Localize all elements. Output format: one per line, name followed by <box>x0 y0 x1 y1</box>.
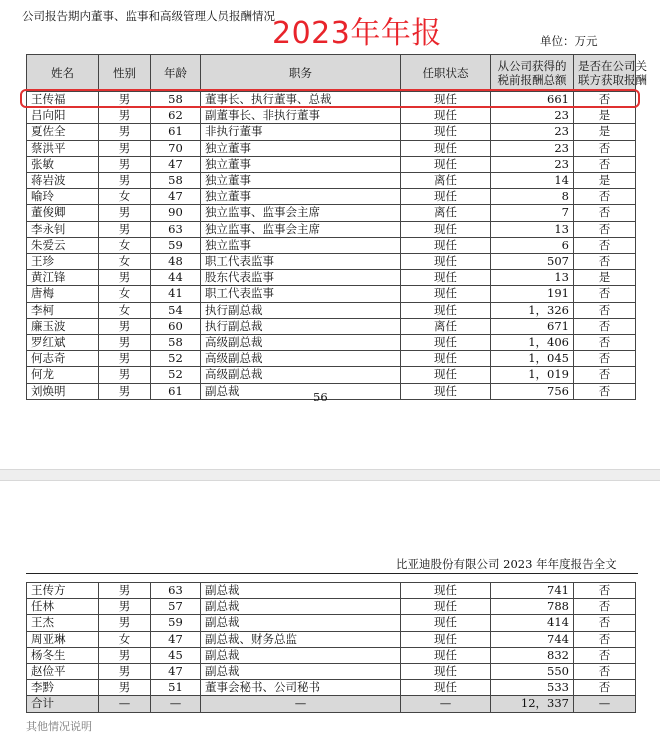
table-row <box>27 383 636 399</box>
cell-gender: 男 <box>99 205 151 221</box>
cell-related-party: 是 <box>574 270 636 286</box>
cell-related-party: 否 <box>574 583 636 599</box>
cell-name: 何龙 <box>27 367 99 383</box>
cell-related-party: 是 <box>574 173 636 189</box>
table-caption: 公司报告期内董事、监事和高级管理人员报酬情况 <box>22 9 275 23</box>
cell-salary: 13 <box>491 221 574 237</box>
table-row <box>27 351 636 367</box>
cell-gender: 女 <box>99 286 151 302</box>
cell-name: 李柯 <box>27 302 99 318</box>
cell-gender: 男 <box>99 664 151 680</box>
cell-age: 57 <box>151 599 201 615</box>
cell-salary: 1，019 <box>491 367 574 383</box>
page-number: 56 <box>313 390 328 404</box>
cell-position: 高级副总裁 <box>201 367 401 383</box>
cell-age: 51 <box>151 680 201 696</box>
cell-salary: 661 <box>491 92 574 108</box>
table-row <box>27 615 636 631</box>
cell-age: 41 <box>151 286 201 302</box>
cell-name: 李永钊 <box>27 221 99 237</box>
cell-salary: 741 <box>491 583 574 599</box>
cell-status: 现任 <box>401 92 491 108</box>
cell-status: 现任 <box>401 351 491 367</box>
table-row <box>27 647 636 663</box>
total-position: — <box>201 696 401 712</box>
cell-name: 夏佐全 <box>27 124 99 140</box>
cell-related-party: 否 <box>574 599 636 615</box>
header-age: 年龄 <box>151 55 201 92</box>
cell-gender: 男 <box>99 383 151 399</box>
cell-name: 赵俭平 <box>27 664 99 680</box>
cell-name: 蒋岩波 <box>27 173 99 189</box>
cell-age: 45 <box>151 647 201 663</box>
header-position: 职务 <box>201 55 401 92</box>
cell-salary: 1，045 <box>491 351 574 367</box>
cell-position: 副总裁 <box>201 583 401 599</box>
cell-gender: 男 <box>99 318 151 334</box>
cell-status: 现任 <box>401 221 491 237</box>
cell-salary: 1，406 <box>491 335 574 351</box>
cell-gender: 女 <box>99 302 151 318</box>
cell-gender: 女 <box>99 254 151 270</box>
total-status: — <box>401 696 491 712</box>
table-row <box>27 631 636 647</box>
cell-related-party: 否 <box>574 318 636 334</box>
cell-gender: 男 <box>99 140 151 156</box>
cell-position: 独立监事、监事会主席 <box>201 221 401 237</box>
cell-name: 蔡洪平 <box>27 140 99 156</box>
total-gender: — <box>99 696 151 712</box>
cell-gender: 男 <box>99 680 151 696</box>
cell-status: 现任 <box>401 108 491 124</box>
cell-gender: 女 <box>99 237 151 253</box>
cell-gender: 男 <box>99 108 151 124</box>
cell-salary: 23 <box>491 140 574 156</box>
cell-status: 现任 <box>401 140 491 156</box>
cell-gender: 男 <box>99 583 151 599</box>
cell-status: 现任 <box>401 615 491 631</box>
total-name: 合计 <box>27 696 99 712</box>
header-related-party <box>574 55 647 92</box>
cell-salary: 1，326 <box>491 302 574 318</box>
cell-related-party: 否 <box>574 156 636 172</box>
cell-name: 何志奇 <box>27 351 99 367</box>
table-row <box>27 173 636 189</box>
cell-related-party: 否 <box>574 205 636 221</box>
cell-name: 董俊卿 <box>27 205 99 221</box>
cell-age: 58 <box>151 335 201 351</box>
cell-related-party: 否 <box>574 140 636 156</box>
cell-gender: 女 <box>99 189 151 205</box>
cell-status: 离任 <box>401 318 491 334</box>
cell-status: 现任 <box>401 156 491 172</box>
cell-salary: 6 <box>491 237 574 253</box>
cell-related-party: 否 <box>574 367 636 383</box>
cell-related-party: 否 <box>574 335 636 351</box>
report-header: 比亚迪股份有限公司 2023 年年度报告全文 <box>396 557 617 571</box>
header-name: 姓名 <box>27 55 99 92</box>
cell-salary: 756 <box>491 383 574 399</box>
cell-status: 现任 <box>401 647 491 663</box>
cell-status: 现任 <box>401 237 491 253</box>
highlight-box <box>20 89 640 108</box>
cell-salary: 7 <box>491 205 574 221</box>
cell-salary: 8 <box>491 189 574 205</box>
cell-position: 执行副总裁 <box>201 302 401 318</box>
cell-gender: 男 <box>99 647 151 663</box>
cell-related-party: 否 <box>574 237 636 253</box>
cell-name: 李黔 <box>27 680 99 696</box>
cell-status: 离任 <box>401 205 491 221</box>
cell-status: 现任 <box>401 631 491 647</box>
cell-position: 董事长、执行董事、总裁 <box>201 92 401 108</box>
cell-salary: 550 <box>491 664 574 680</box>
table-row <box>27 367 636 383</box>
cell-position: 独立监事 <box>201 237 401 253</box>
cell-salary: 23 <box>491 108 574 124</box>
total-row <box>27 696 636 712</box>
cell-position: 副总裁 <box>201 599 401 615</box>
cell-name: 唐梅 <box>27 286 99 302</box>
cell-position: 副总裁 <box>201 383 401 399</box>
cell-name: 罗红斌 <box>27 335 99 351</box>
cell-position: 董事会秘书、公司秘书 <box>201 680 401 696</box>
cell-position: 高级副总裁 <box>201 351 401 367</box>
cell-related-party: 否 <box>574 664 636 680</box>
cell-age: 63 <box>151 221 201 237</box>
table-row <box>27 680 636 696</box>
cell-status: 现任 <box>401 680 491 696</box>
cell-age: 59 <box>151 237 201 253</box>
cell-gender: 男 <box>99 351 151 367</box>
cell-related-party: 否 <box>574 383 636 399</box>
cell-name: 张敏 <box>27 156 99 172</box>
cell-salary: 533 <box>491 680 574 696</box>
cut-off-text: 其他情况说明 <box>26 720 92 733</box>
cell-gender: 男 <box>99 156 151 172</box>
cell-age: 47 <box>151 631 201 647</box>
cell-position: 副总裁 <box>201 664 401 680</box>
header-related-line1: 是否在公司关 <box>578 58 647 73</box>
cell-salary: 671 <box>491 318 574 334</box>
table-row <box>27 189 636 205</box>
cell-gender: 男 <box>99 615 151 631</box>
table-row <box>27 254 636 270</box>
cell-related-party: 否 <box>574 680 636 696</box>
table-row <box>27 583 636 599</box>
cell-age: 60 <box>151 318 201 334</box>
cell-related-party: 否 <box>574 615 636 631</box>
cell-position: 副董事长、非执行董事 <box>201 108 401 124</box>
cell-status: 现任 <box>401 189 491 205</box>
header-status: 任职状态 <box>401 55 491 92</box>
header-related-line2: 联方获取报酬 <box>578 73 647 87</box>
cell-gender: 男 <box>99 367 151 383</box>
cell-position: 执行副总裁 <box>201 318 401 334</box>
table-row <box>27 140 636 156</box>
cell-gender: 男 <box>99 124 151 140</box>
cell-salary: 788 <box>491 599 574 615</box>
cell-status: 现任 <box>401 599 491 615</box>
table-row <box>27 302 636 318</box>
cell-salary: 13 <box>491 270 574 286</box>
page-break-gap <box>0 469 660 481</box>
cell-gender: 男 <box>99 270 151 286</box>
total-related-party: — <box>574 696 636 712</box>
cell-position: 独立董事 <box>201 140 401 156</box>
cell-related-party: 是 <box>574 124 636 140</box>
cell-age: 44 <box>151 270 201 286</box>
cell-related-party: 否 <box>574 631 636 647</box>
cell-related-party: 否 <box>574 189 636 205</box>
cell-salary: 191 <box>491 286 574 302</box>
cell-related-party: 否 <box>574 647 636 663</box>
cell-name: 王传方 <box>27 583 99 599</box>
cell-position: 独立董事 <box>201 189 401 205</box>
cell-salary: 23 <box>491 124 574 140</box>
header-rule <box>26 573 638 574</box>
cell-age: 47 <box>151 156 201 172</box>
cell-name: 廉玉波 <box>27 318 99 334</box>
cell-name: 吕向阳 <box>27 108 99 124</box>
cell-age: 63 <box>151 583 201 599</box>
cell-age: 52 <box>151 367 201 383</box>
header-salary-line2: 税前报酬总额 <box>497 73 567 87</box>
cell-salary: 414 <box>491 615 574 631</box>
cell-name: 杨冬生 <box>27 647 99 663</box>
cell-name: 喻玲 <box>27 189 99 205</box>
cell-related-party: 否 <box>574 351 636 367</box>
cell-age: 70 <box>151 140 201 156</box>
table-row <box>27 335 636 351</box>
table-row <box>27 318 636 334</box>
total-salary: 12，337 <box>491 696 574 712</box>
table-row <box>27 237 636 253</box>
table-header-row <box>27 55 636 92</box>
table-row <box>27 270 636 286</box>
cell-related-party: 否 <box>574 254 636 270</box>
cell-name: 刘焕明 <box>27 383 99 399</box>
cell-salary: 744 <box>491 631 574 647</box>
table-row <box>27 156 636 172</box>
cell-status: 现任 <box>401 664 491 680</box>
table-row <box>27 205 636 221</box>
cell-status: 现任 <box>401 124 491 140</box>
cell-status: 现任 <box>401 335 491 351</box>
cell-age: 61 <box>151 383 201 399</box>
header-salary <box>491 55 574 92</box>
table-row <box>27 286 636 302</box>
header-gender: 性别 <box>99 55 151 92</box>
cell-age: 62 <box>151 108 201 124</box>
cell-age: 61 <box>151 124 201 140</box>
cell-gender: 女 <box>99 631 151 647</box>
cell-position: 非执行董事 <box>201 124 401 140</box>
cell-position: 职工代表监事 <box>201 286 401 302</box>
cell-age: 47 <box>151 664 201 680</box>
cell-salary: 507 <box>491 254 574 270</box>
cell-gender: 男 <box>99 173 151 189</box>
cell-name: 王杰 <box>27 615 99 631</box>
cell-name: 王传福 <box>27 92 99 108</box>
cell-related-party: 否 <box>574 221 636 237</box>
cell-name: 任林 <box>27 599 99 615</box>
cell-related-party: 是 <box>574 108 636 124</box>
cell-status: 现任 <box>401 286 491 302</box>
cell-gender: 男 <box>99 221 151 237</box>
cell-status: 现任 <box>401 302 491 318</box>
cell-age: 47 <box>151 189 201 205</box>
cell-name: 朱爱云 <box>27 237 99 253</box>
cell-age: 54 <box>151 302 201 318</box>
table-row <box>27 664 636 680</box>
total-age: — <box>151 696 201 712</box>
cell-position: 独立董事 <box>201 156 401 172</box>
cell-position: 股东代表监事 <box>201 270 401 286</box>
cell-salary: 832 <box>491 647 574 663</box>
cell-name: 黄江锋 <box>27 270 99 286</box>
cell-position: 独立董事 <box>201 173 401 189</box>
unit-label: 单位：万元 <box>540 34 598 48</box>
table-row <box>27 599 636 615</box>
cell-age: 58 <box>151 92 201 108</box>
cell-salary: 14 <box>491 173 574 189</box>
cell-salary: 23 <box>491 156 574 172</box>
table-row <box>27 124 636 140</box>
cell-status: 现任 <box>401 254 491 270</box>
cell-age: 59 <box>151 615 201 631</box>
cell-gender: 男 <box>99 599 151 615</box>
cell-status: 现任 <box>401 270 491 286</box>
cell-related-party: 否 <box>574 302 636 318</box>
header-salary-line1: 从公司获得的 <box>497 58 567 73</box>
cell-position: 高级副总裁 <box>201 335 401 351</box>
compensation-table-continued <box>26 582 636 713</box>
cell-position: 副总裁 <box>201 647 401 663</box>
cell-age: 52 <box>151 351 201 367</box>
year-report-badge: 2023年年报 <box>272 16 442 51</box>
cell-position: 副总裁、财务总监 <box>201 631 401 647</box>
table-row <box>27 108 636 124</box>
cell-status: 现任 <box>401 583 491 599</box>
cell-name: 周亚琳 <box>27 631 99 647</box>
cell-status: 离任 <box>401 173 491 189</box>
cell-name: 王珍 <box>27 254 99 270</box>
cell-status: 现任 <box>401 383 491 399</box>
cell-related-party: 否 <box>574 286 636 302</box>
cell-age: 90 <box>151 205 201 221</box>
cell-age: 48 <box>151 254 201 270</box>
cell-related-party: 否 <box>574 92 636 108</box>
cell-gender: 男 <box>99 92 151 108</box>
cell-gender: 男 <box>99 335 151 351</box>
cell-position: 职工代表监事 <box>201 254 401 270</box>
table-row <box>27 221 636 237</box>
cell-age: 58 <box>151 173 201 189</box>
cell-position: 副总裁 <box>201 615 401 631</box>
cell-position: 独立监事、监事会主席 <box>201 205 401 221</box>
cell-status: 现任 <box>401 367 491 383</box>
